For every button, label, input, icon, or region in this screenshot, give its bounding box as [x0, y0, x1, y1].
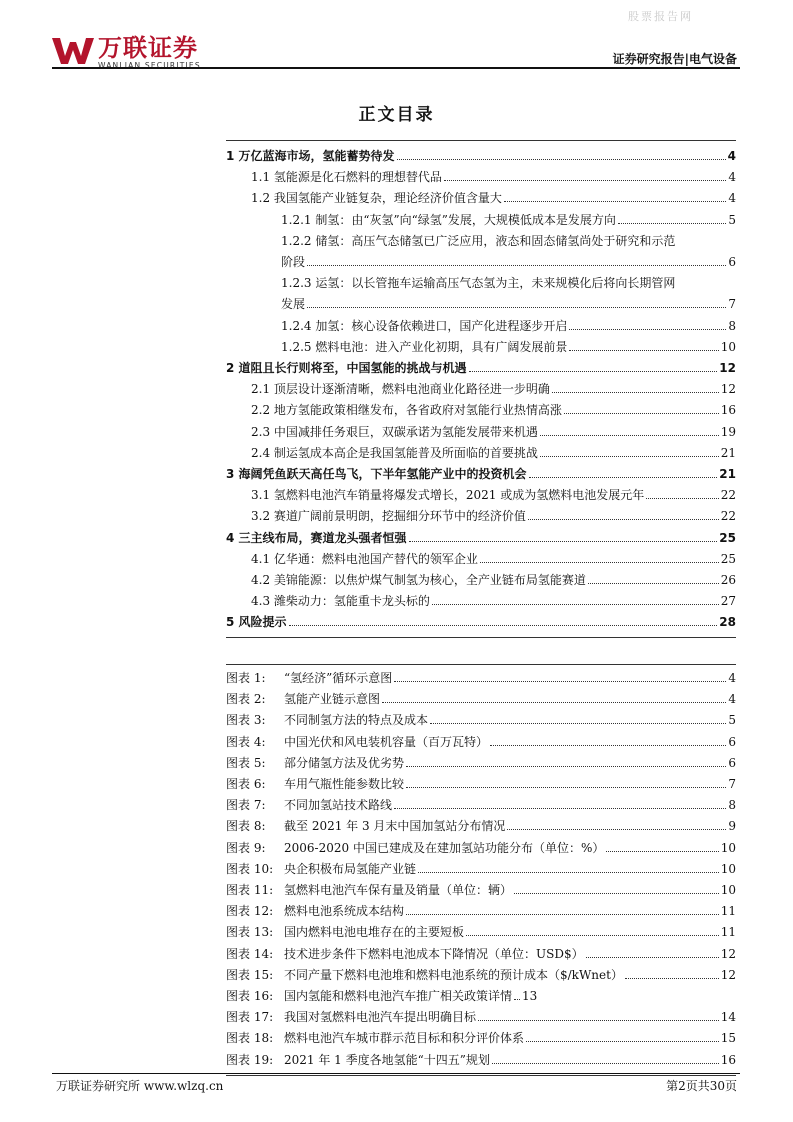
dot-leader: [586, 957, 719, 958]
toc-entry-title: 3 海阔凭鱼跃天高任鸟飞，下半年氢能产业中的投资机会: [226, 467, 527, 482]
dot-leader: [409, 541, 718, 542]
figure-label: 图表 2:: [226, 692, 266, 707]
figure-title: 氢能产业链示意图: [284, 692, 381, 707]
figure-entry[interactable]: [226, 774, 736, 795]
toc-entry-title: 3.1 氢燃料电池汽车销量将爆发式增长，2021 或成为氢燃料电池发展元年: [251, 488, 645, 503]
figure-entry[interactable]: [226, 816, 736, 837]
figure-entry[interactable]: [226, 965, 736, 986]
figure-label: 图表 6:: [226, 777, 266, 792]
figure-title: 部分储氢方法及优劣势: [284, 755, 405, 770]
toc-entry[interactable]: [226, 443, 736, 464]
toc-entry-title: 1.1 氢能源是化石燃料的理想替代品: [251, 170, 442, 185]
figure-page: 8: [728, 798, 736, 813]
dot-leader: [540, 456, 719, 457]
toc-entry-title: 2.3 中国减排任务艰巨，双碳承诺为氢能发展带来机遇: [251, 424, 538, 439]
figure-title: 不同制氢方法的特点及成本: [284, 713, 429, 728]
figure-entry[interactable]: [226, 859, 736, 880]
dot-leader: [432, 604, 719, 605]
figure-label: 图表 9:: [226, 840, 266, 855]
toc-entry-title: 4 三主线布局，赛道龙头强者恒强: [226, 530, 407, 545]
dot-leader: [466, 935, 719, 936]
brand-logo: [52, 36, 201, 70]
dot-leader: [514, 893, 719, 894]
figure-label: 图表 11:: [226, 883, 274, 898]
dot-leader: [406, 766, 726, 767]
figure-label: 图表 3:: [226, 713, 266, 728]
toc-entry-title: 4.1 亿华通：燃料电池国产替代的领军企业: [251, 551, 478, 566]
dot-leader: [646, 498, 718, 499]
toc-entry[interactable]: [226, 528, 736, 549]
figure-page: 15: [720, 1031, 736, 1046]
figure-title: 氢燃料电池汽车保有量及销量（单位：辆）: [284, 883, 513, 898]
figure-label: 图表 1:: [226, 671, 266, 685]
dot-leader: [430, 723, 726, 724]
toc-entry-page: 22: [720, 509, 736, 524]
toc-entry-page: 21: [719, 467, 736, 482]
toc-entry-title: 1.2.5 燃料电池：进入产业化初期，具有广阔发展前景: [281, 339, 568, 354]
page-title: 正文目录: [358, 105, 435, 125]
figure-page: 6: [728, 734, 736, 749]
figure-title: 车用气瓶性能参数比较: [284, 777, 405, 792]
toc-entry[interactable]: [226, 549, 736, 570]
toc-entry[interactable]: [226, 570, 736, 591]
figure-label: 图表 4:: [226, 734, 266, 749]
toc-entry-title: 4.3 潍柴动力：氢能重卡龙头标的: [251, 594, 430, 609]
footer-divider: [52, 1073, 740, 1074]
figure-title: 2006-2020 中国已建成及在建加氢站功能分布（单位：%）: [284, 840, 605, 855]
footer-institute: 万联证券研究所 www.wlzq.cn: [56, 1079, 224, 1093]
toc-entry[interactable]: [226, 591, 736, 612]
dot-leader: [540, 435, 719, 436]
toc-entry-page: 4: [728, 191, 736, 206]
toc-entry-continued[interactable]: [226, 252, 736, 273]
dot-leader: [382, 702, 726, 703]
figure-page: 7: [728, 777, 736, 792]
toc-entry-title-cont: 发展: [281, 297, 306, 312]
figure-title: 燃料电池系统成本结构: [284, 904, 405, 919]
dot-leader: [529, 477, 718, 478]
toc-entry-title: 5 风险提示: [226, 615, 287, 630]
figure-label: 图表 17:: [226, 1010, 274, 1025]
toc-entry[interactable]: [226, 358, 736, 379]
toc-entry[interactable]: [226, 612, 736, 633]
figure-title: 央企积极布局氢能产业链: [284, 861, 417, 876]
toc-entry-page: 22: [720, 488, 736, 503]
figure-entry[interactable]: [226, 1028, 736, 1049]
figure-page: 9: [728, 819, 736, 834]
brand-name: 万联证券: [98, 34, 198, 62]
toc-entry-page: 16: [720, 403, 736, 418]
table-of-contents: [226, 140, 736, 638]
toc-entry-title-cont: 阶段: [281, 255, 306, 270]
toc-entry-title: 3.2 赛道广阔前景明朗，挖掘细分环节中的经济价值: [251, 509, 526, 524]
dot-leader: [507, 829, 726, 830]
toc-entry-page: 25: [719, 530, 736, 545]
toc-entry-page: 21: [720, 445, 736, 460]
toc-entry[interactable]: [226, 146, 736, 167]
toc-entry-page: 4: [728, 170, 736, 185]
figure-entry[interactable]: [226, 922, 736, 943]
figure-page: 6: [728, 755, 736, 770]
report-category: 证券研究报告|电气设备: [612, 52, 737, 66]
dot-leader: [569, 350, 718, 351]
figure-title: 不同产量下燃料电池堆和燃料电池系统的预计成本（$/kWnet）: [284, 967, 623, 982]
toc-entry[interactable]: [226, 506, 736, 527]
toc-entry-page: 26: [720, 573, 736, 588]
figure-page: 13: [522, 989, 538, 1004]
figure-label: 图表 8:: [226, 819, 266, 834]
page-number: 第2页共30页: [666, 1079, 737, 1093]
toc-entry-page: 12: [720, 382, 736, 397]
toc-entry-title: 1.2.3 运氢：以长管拖车运输高压气态氢为主，未来规模化后将向长期管网: [281, 276, 676, 291]
figure-page: 10: [720, 883, 736, 898]
toc-entry[interactable]: [226, 400, 736, 421]
toc-entry[interactable]: [226, 188, 736, 209]
figure-page: 12: [720, 967, 736, 982]
dot-leader: [406, 914, 719, 915]
toc-entry-title: 2.1 顶层设计逐渐清晰，燃料电池商业化路径进一步明确: [251, 382, 550, 397]
figure-title: 技术进步条件下燃料电池成本下降情况（单位：USD$）: [284, 946, 584, 961]
figure-page: 5: [728, 713, 736, 728]
toc-entry-page: 12: [719, 361, 736, 376]
figure-page: 10: [720, 840, 736, 855]
figure-entry[interactable]: [226, 944, 736, 965]
figure-entry[interactable]: [226, 986, 736, 1007]
dot-leader: [444, 180, 726, 181]
figure-page: 4: [728, 692, 736, 707]
brand-name-en: WANLIAN SECURITIES: [98, 61, 201, 70]
figure-page: 11: [720, 904, 736, 919]
figure-entry[interactable]: [226, 880, 736, 901]
toc-entry-title: 1.2.4 加氢：核心设备依赖进口，国产化进程逐步开启: [281, 318, 568, 333]
dot-leader: [514, 999, 520, 1000]
toc-entry-page: 10: [720, 339, 736, 354]
figure-entry[interactable]: [226, 838, 736, 859]
dot-leader: [528, 519, 719, 520]
toc-entry-page: 19: [720, 424, 736, 439]
figure-label: 图表 12:: [226, 904, 274, 919]
toc-entry-title: 2.2 地方氢能政策相继发布，各省政府对氢能行业热情高涨: [251, 403, 562, 418]
dot-leader: [289, 625, 718, 626]
wanlian-logo-icon: [52, 36, 94, 66]
figure-page: 16: [720, 1052, 736, 1067]
figure-entry[interactable]: [226, 795, 736, 816]
toc-entry-page: 27: [720, 594, 736, 609]
figure-page: 12: [720, 946, 736, 961]
figure-label: 图表 16:: [226, 989, 274, 1004]
figure-label: 图表 13:: [226, 925, 274, 940]
figure-label: 图表 7:: [226, 798, 266, 813]
dot-leader: [492, 1063, 719, 1064]
figure-entry[interactable]: [226, 668, 736, 689]
toc-entry[interactable]: [226, 337, 736, 358]
toc-entry-continued[interactable]: [226, 294, 736, 315]
figure-page: 4: [728, 671, 736, 685]
figure-title: 国内燃料电池电堆存在的主要短板: [284, 925, 465, 940]
figure-entry[interactable]: [226, 689, 736, 710]
toc-entry-title: 4.2 美锦能源：以焦炉煤气制氢为核心，全产业链布局氢能赛道: [251, 573, 586, 588]
toc-entry[interactable]: [226, 485, 736, 506]
figure-entry[interactable]: [226, 710, 736, 731]
figure-title: 截至 2021 年 3 月末中国加氢站分布情况: [284, 819, 506, 834]
figure-title: 我国对氢燃料电池汽车提出明确目标: [284, 1010, 477, 1025]
figure-label: 图表 14:: [226, 946, 274, 961]
figure-label: 图表 19:: [226, 1052, 274, 1067]
toc-entry-page: 6: [728, 255, 736, 270]
figure-entry[interactable]: [226, 1050, 736, 1071]
dot-leader: [394, 808, 726, 809]
figure-title: “氢经济”循环示意图: [284, 671, 393, 685]
toc-entry-page: 7: [728, 297, 736, 312]
figure-page: 11: [720, 925, 736, 940]
toc-entry[interactable]: [226, 231, 736, 252]
dot-leader: [526, 1041, 719, 1042]
figure-label: 图表 15:: [226, 967, 274, 982]
figure-list: [226, 664, 736, 1076]
toc-entry[interactable]: [226, 316, 736, 337]
figure-label: 图表 18:: [226, 1031, 274, 1046]
toc-entry-title: 1.2 我国氢能产业链复杂，理论经济价值含量大: [251, 191, 502, 206]
figure-title: 不同加氢站技术路线: [284, 798, 393, 813]
toc-entry-page: 8: [728, 318, 736, 333]
toc-entry[interactable]: [226, 464, 736, 485]
figure-page: 14: [720, 1010, 736, 1025]
toc-entry[interactable]: [226, 422, 736, 443]
figure-label: 图表 10:: [226, 861, 274, 876]
figure-entry[interactable]: [226, 753, 736, 774]
toc-entry-title: 1 万亿蓝海市场，氢能蓄势待发: [226, 149, 395, 163]
dot-leader: [307, 265, 726, 266]
header-divider: [52, 67, 740, 69]
dot-leader: [564, 413, 719, 414]
dot-leader: [469, 371, 718, 372]
toc-entry-page: 25: [720, 551, 736, 566]
toc-entry-title: 1.2.2 储氢：高压气态储氢已广泛应用，液态和固态储氢尚处于研究和示范: [281, 233, 676, 248]
figure-page: 10: [720, 861, 736, 876]
toc-entry-title: 2 道阻且长行则将至，中国氢能的挑战与机遇: [226, 361, 467, 376]
dot-leader: [490, 745, 726, 746]
dot-leader: [406, 787, 726, 788]
dot-leader: [588, 583, 719, 584]
dot-leader: [418, 872, 719, 873]
toc-entry-page: 4: [727, 149, 736, 163]
figure-label: 图表 5:: [226, 755, 266, 770]
dot-leader: [478, 1020, 719, 1021]
dot-leader: [394, 681, 726, 682]
figure-title: 中国光伏和风电装机容量（百万瓦特）: [284, 734, 489, 749]
dot-leader: [625, 978, 719, 979]
figure-title: 燃料电池汽车城市群示范目标和积分评价体系: [284, 1031, 525, 1046]
dot-leader: [480, 562, 719, 563]
figure-entry[interactable]: [226, 1007, 736, 1028]
figure-title: 国内氢能和燃料电池汽车推广相关政策详情: [284, 989, 513, 1004]
toc-entry-page: 5: [728, 212, 736, 227]
dot-leader: [307, 307, 726, 308]
watermark: 股票报告网: [628, 10, 693, 23]
figure-entry[interactable]: [226, 732, 736, 753]
toc-entry[interactable]: [226, 167, 736, 188]
figure-title: 2021 年 1 季度各地氢能“十四五”规划: [284, 1052, 490, 1067]
toc-entry[interactable]: [226, 379, 736, 400]
dot-leader: [397, 159, 726, 160]
toc-entry-page: 28: [719, 615, 736, 630]
toc-entry-title: 1.2.1 制氢：由“灰氢”向“绿氢”发展，大规模低成本是发展方向: [281, 212, 616, 227]
dot-leader: [569, 329, 726, 330]
toc-entry-title: 2.4 制运氢成本高企是我国氢能普及所面临的首要挑战: [251, 445, 538, 460]
dot-leader: [504, 201, 726, 202]
dot-leader: [618, 223, 726, 224]
toc-entry[interactable]: [226, 273, 736, 294]
dot-leader: [606, 851, 718, 852]
figure-entry[interactable]: [226, 901, 736, 922]
dot-leader: [552, 392, 719, 393]
toc-entry[interactable]: [226, 210, 736, 231]
